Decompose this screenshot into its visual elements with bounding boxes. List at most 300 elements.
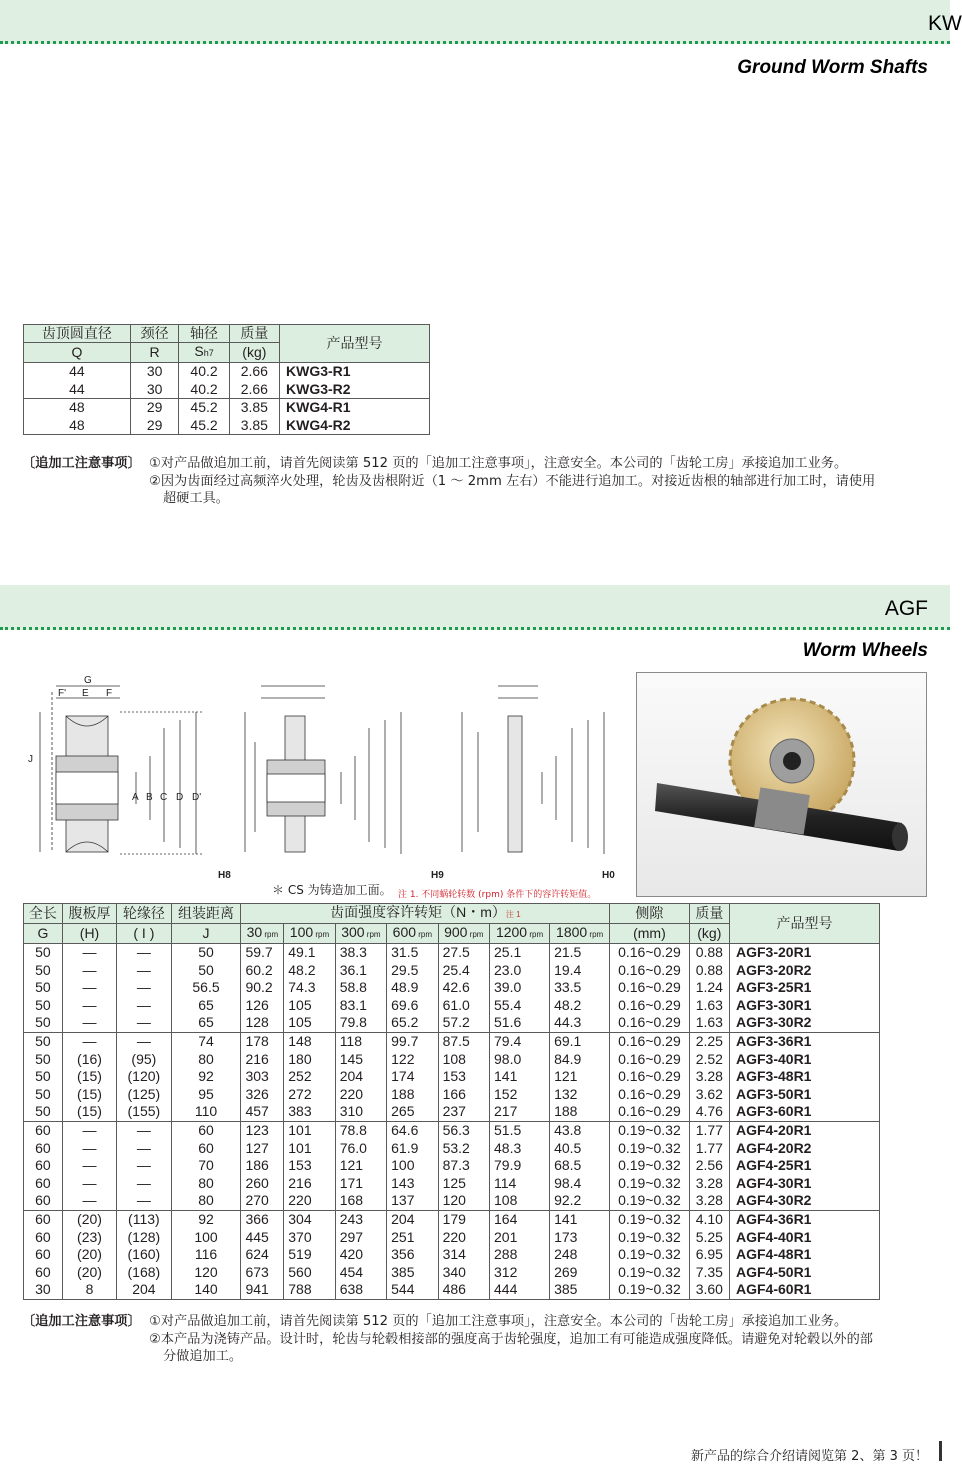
model-cell: AGF3-30R1 — [730, 997, 880, 1015]
value-cell: 3.85 — [229, 399, 279, 417]
value-cell: 0.19~0.32 — [610, 1140, 690, 1158]
value-cell: 44 — [24, 381, 131, 399]
table-row — [24, 363, 430, 381]
value-cell: 19.4 — [550, 962, 610, 980]
value-cell: 248 — [550, 1246, 610, 1264]
value-cell: 38.3 — [335, 944, 386, 962]
value-cell: 544 — [387, 1281, 438, 1299]
value-cell: 340 — [438, 1264, 489, 1282]
value-cell: 48.9 — [387, 979, 438, 997]
value-cell: 204 — [335, 1068, 386, 1086]
value-cell: 0.16~0.29 — [610, 962, 690, 980]
value-cell: 120 — [438, 1192, 489, 1210]
value-cell: 673 — [241, 1264, 284, 1282]
col-j-sym: J — [171, 924, 241, 944]
value-cell: 143 — [387, 1175, 438, 1193]
rpm-footnote: 注 1. 不同蜗轮转数 (rpm) 条件下的容许转矩值。 — [398, 890, 597, 900]
value-cell: 30 — [24, 1281, 63, 1299]
value-cell: 310 — [335, 1103, 386, 1121]
value-cell: 0.19~0.32 — [610, 1264, 690, 1282]
value-cell: 445 — [241, 1229, 284, 1247]
value-cell: 123 — [241, 1121, 284, 1139]
value-cell: (113) — [117, 1210, 171, 1228]
value-cell: 65.2 — [387, 1014, 438, 1032]
value-cell: 23.0 — [490, 962, 550, 980]
value-cell: 74 — [171, 1032, 241, 1050]
value-cell: 90.2 — [241, 979, 284, 997]
value-cell: 454 — [335, 1264, 386, 1282]
section-title-worm-wheels: Worm Wheels — [802, 640, 928, 661]
value-cell: (125) — [117, 1086, 171, 1104]
note-title: 〔追加工注意事项〕 — [22, 456, 141, 471]
value-cell: 127 — [241, 1140, 284, 1158]
col-s-sym: Sh7 — [179, 343, 229, 363]
value-cell: 2.66 — [229, 363, 279, 381]
table-row — [24, 1192, 880, 1210]
value-cell: 0.19~0.32 — [610, 1246, 690, 1264]
value-cell: 1.77 — [689, 1140, 729, 1158]
value-cell: — — [62, 962, 116, 980]
value-cell: — — [62, 1192, 116, 1210]
value-cell: 70 — [171, 1157, 241, 1175]
value-cell: 40.2 — [179, 363, 229, 381]
value-cell: — — [117, 997, 171, 1015]
value-cell: 25.4 — [438, 962, 489, 980]
section-title-worm-shafts: Ground Worm Shafts — [737, 57, 928, 78]
value-cell: 6.95 — [689, 1246, 729, 1264]
model-cell: AGF3-36R1 — [730, 1032, 880, 1050]
agf-table-body — [24, 944, 880, 1300]
value-cell: 8 — [62, 1281, 116, 1299]
value-cell: 48.2 — [284, 962, 335, 980]
note-title: 〔追加工注意事项〕 — [22, 1314, 141, 1329]
value-cell: 3.62 — [689, 1086, 729, 1104]
value-cell: 25.1 — [490, 944, 550, 962]
value-cell: 48 — [24, 399, 131, 417]
value-cell: 95 — [171, 1086, 241, 1104]
col-i-sym: ( I ) — [117, 924, 171, 944]
dim-label-b: B — [146, 792, 153, 803]
value-cell: (15) — [62, 1068, 116, 1086]
value-cell: 0.88 — [689, 944, 729, 962]
value-cell: 45.2 — [179, 417, 229, 435]
value-cell: 171 — [335, 1175, 386, 1193]
value-cell: 60.2 — [241, 962, 284, 980]
value-cell: 100 — [387, 1157, 438, 1175]
value-cell: — — [117, 1032, 171, 1050]
value-cell: 87.3 — [438, 1157, 489, 1175]
value-cell: — — [117, 1175, 171, 1193]
model-cell: AGF3-20R1 — [730, 944, 880, 962]
value-cell: 44.3 — [550, 1014, 610, 1032]
value-cell: 60 — [24, 1192, 63, 1210]
value-cell: 83.1 — [335, 997, 386, 1015]
value-cell: 60 — [24, 1121, 63, 1139]
value-cell: 174 — [387, 1068, 438, 1086]
value-cell: — — [117, 1014, 171, 1032]
value-cell: 27.5 — [438, 944, 489, 962]
value-cell: (20) — [62, 1264, 116, 1282]
value-cell: 50 — [24, 1014, 63, 1032]
value-cell: 0.16~0.29 — [610, 1032, 690, 1050]
value-cell: 220 — [284, 1192, 335, 1210]
value-cell: 48.2 — [550, 997, 610, 1015]
model-cell: AGF3-50R1 — [730, 1086, 880, 1104]
worm-wheel-diagrams — [20, 672, 630, 894]
value-cell: 2.25 — [689, 1032, 729, 1050]
value-cell: 220 — [335, 1086, 386, 1104]
value-cell: — — [62, 1014, 116, 1032]
rpm-header: 900 rpm — [438, 924, 489, 944]
value-cell: 188 — [550, 1103, 610, 1121]
value-cell: 326 — [241, 1086, 284, 1104]
table-row — [24, 944, 880, 962]
value-cell: 220 — [438, 1229, 489, 1247]
col-g-cn: 全长 — [24, 904, 63, 924]
table-row — [24, 1051, 880, 1069]
value-cell: — — [117, 962, 171, 980]
table-row — [24, 1229, 880, 1247]
col-mass-cn: 质量 — [689, 904, 729, 924]
value-cell: 132 — [550, 1086, 610, 1104]
value-cell: 29 — [130, 399, 179, 417]
value-cell: 121 — [550, 1068, 610, 1086]
value-cell: 101 — [284, 1140, 335, 1158]
value-cell: 383 — [284, 1103, 335, 1121]
value-cell: 58.8 — [335, 979, 386, 997]
value-cell: 178 — [241, 1032, 284, 1050]
value-cell: 45.2 — [179, 399, 229, 417]
value-cell: 128 — [241, 1014, 284, 1032]
value-cell: 265 — [387, 1103, 438, 1121]
value-cell: 0.16~0.29 — [610, 1068, 690, 1086]
value-cell: 51.5 — [490, 1121, 550, 1139]
model-cell: AGF3-60R1 — [730, 1103, 880, 1121]
diagram-label-h8: H8 — [218, 870, 231, 881]
value-cell: 118 — [335, 1032, 386, 1050]
value-cell: 486 — [438, 1281, 489, 1299]
value-cell: 7.35 — [689, 1264, 729, 1282]
value-cell: 1.24 — [689, 979, 729, 997]
value-cell: 126 — [241, 997, 284, 1015]
value-cell: 141 — [550, 1210, 610, 1228]
value-cell: 80 — [171, 1175, 241, 1193]
value-cell: 61.0 — [438, 997, 489, 1015]
col-backlash-cn: 侧隙 — [610, 904, 690, 924]
value-cell: (15) — [62, 1103, 116, 1121]
value-cell: 0.16~0.29 — [610, 1014, 690, 1032]
col-h-cn: 腹板厚 — [62, 904, 116, 924]
value-cell: 39.0 — [490, 979, 550, 997]
table-row — [24, 1140, 880, 1158]
table-row — [24, 381, 430, 399]
value-cell: 217 — [490, 1103, 550, 1121]
value-cell: 272 — [284, 1086, 335, 1104]
value-cell: 50 — [24, 944, 63, 962]
value-cell: 201 — [490, 1229, 550, 1247]
model-cell: AGF3-48R1 — [730, 1068, 880, 1086]
col-i-cn: 轮缘径 — [117, 904, 171, 924]
value-cell: 57.2 — [438, 1014, 489, 1032]
value-cell: 87.5 — [438, 1032, 489, 1050]
value-cell: 50 — [24, 1086, 63, 1104]
model-cell: AGF4-60R1 — [730, 1281, 880, 1299]
value-cell: 50 — [24, 997, 63, 1015]
rpm-header: 1200 rpm — [490, 924, 550, 944]
col-q-sym: Q — [24, 343, 131, 363]
page-footer: 新产品的综合介绍请阅览第 2、第 3 页！ — [691, 1449, 928, 1464]
value-cell: 2.66 — [229, 381, 279, 399]
value-cell: 2.56 — [689, 1157, 729, 1175]
value-cell: 0.19~0.32 — [610, 1229, 690, 1247]
value-cell: 4.76 — [689, 1103, 729, 1121]
dim-label-c: C — [160, 792, 168, 803]
value-cell: 53.2 — [438, 1140, 489, 1158]
value-cell: — — [62, 1157, 116, 1175]
value-cell: 84.9 — [550, 1051, 610, 1069]
model-cell: AGF3-30R2 — [730, 1014, 880, 1032]
col-r-cn: 颈径 — [130, 325, 179, 343]
value-cell: — — [62, 1140, 116, 1158]
value-cell: 36.1 — [335, 962, 386, 980]
col-s-cn: 轴径 — [179, 325, 229, 343]
model-cell: KWG3-R1 — [280, 363, 430, 381]
value-cell: 56.5 — [171, 979, 241, 997]
value-cell: 0.19~0.32 — [610, 1121, 690, 1139]
value-cell: — — [117, 944, 171, 962]
value-cell: 3.85 — [229, 417, 279, 435]
value-cell: (16) — [62, 1051, 116, 1069]
model-cell: AGF3-20R2 — [730, 962, 880, 980]
model-cell: AGF4-36R1 — [730, 1210, 880, 1228]
value-cell: 624 — [241, 1246, 284, 1264]
col-mass-unit: (kg) — [689, 924, 729, 944]
value-cell: (128) — [117, 1229, 171, 1247]
value-cell: 55.4 — [490, 997, 550, 1015]
kwg-machining-note — [22, 455, 932, 508]
value-cell: 251 — [387, 1229, 438, 1247]
cs-footnote: ＊ CS 为铸造加工面。 — [272, 883, 392, 897]
rpm-header: 600 rpm — [387, 924, 438, 944]
value-cell: 204 — [387, 1210, 438, 1228]
value-cell: 51.6 — [490, 1014, 550, 1032]
table-row — [24, 997, 880, 1015]
value-cell: — — [62, 997, 116, 1015]
col-mass-sym: (kg) — [229, 343, 279, 363]
value-cell: — — [62, 1032, 116, 1050]
col-j-cn: 组装距离 — [171, 904, 241, 924]
value-cell: 61.9 — [387, 1140, 438, 1158]
value-cell: 60 — [171, 1121, 241, 1139]
value-cell: 60 — [24, 1264, 63, 1282]
col-g-sym: G — [24, 924, 63, 944]
value-cell: 638 — [335, 1281, 386, 1299]
value-cell: 42.6 — [438, 979, 489, 997]
value-cell: 50 — [24, 979, 63, 997]
value-cell: 204 — [117, 1281, 171, 1299]
value-cell: 79.8 — [335, 1014, 386, 1032]
value-cell: 50 — [24, 1032, 63, 1050]
value-cell: 237 — [438, 1103, 489, 1121]
model-cell: AGF4-20R1 — [730, 1121, 880, 1139]
table-row — [24, 1157, 880, 1175]
value-cell: 0.16~0.29 — [610, 944, 690, 962]
value-cell: 121 — [335, 1157, 386, 1175]
model-cell: AGF4-30R2 — [730, 1192, 880, 1210]
kwg-table-body — [24, 363, 430, 435]
value-cell: 105 — [284, 1014, 335, 1032]
value-cell: 137 — [387, 1192, 438, 1210]
value-cell: 100 — [171, 1229, 241, 1247]
col-model-cn: 产品型号 — [280, 325, 430, 363]
value-cell: 60 — [24, 1210, 63, 1228]
value-cell: 116 — [171, 1246, 241, 1264]
kwg-spec-table — [23, 324, 430, 435]
value-cell: 297 — [335, 1229, 386, 1247]
col-torque-cn: 齿面强度容许转矩（N・m）注 1 — [241, 904, 610, 924]
value-cell: 252 — [284, 1068, 335, 1086]
value-cell: 0.16~0.29 — [610, 1051, 690, 1069]
value-cell: 140 — [171, 1281, 241, 1299]
value-cell: 4.10 — [689, 1210, 729, 1228]
value-cell: 60 — [24, 1140, 63, 1158]
diagram-label-h0: H0 — [602, 870, 615, 881]
value-cell: 312 — [490, 1264, 550, 1282]
value-cell: 288 — [490, 1246, 550, 1264]
value-cell: 108 — [490, 1192, 550, 1210]
rpm-header: 300 rpm — [335, 924, 386, 944]
col-q-cn: 齿顶圆直径 — [24, 325, 131, 343]
value-cell: 0.88 — [689, 962, 729, 980]
value-cell: 44 — [24, 363, 131, 381]
col-r-sym: R — [130, 343, 179, 363]
table-row — [24, 1281, 880, 1299]
value-cell: 385 — [387, 1264, 438, 1282]
value-cell: — — [117, 1121, 171, 1139]
value-cell: 125 — [438, 1175, 489, 1193]
value-cell: 30 — [130, 381, 179, 399]
value-cell: (15) — [62, 1086, 116, 1104]
value-cell: 269 — [550, 1264, 610, 1282]
value-cell: 270 — [241, 1192, 284, 1210]
value-cell: (20) — [62, 1246, 116, 1264]
dim-label-f: F — [106, 688, 113, 699]
value-cell: 356 — [387, 1246, 438, 1264]
agf-spec-table — [23, 903, 880, 1300]
value-cell: 216 — [241, 1051, 284, 1069]
rpm-header: 100 rpm — [284, 924, 335, 944]
top-header-band — [0, 0, 962, 44]
diagram-h9 — [245, 686, 401, 854]
value-cell: 78.8 — [335, 1121, 386, 1139]
value-cell: 30 — [130, 363, 179, 381]
value-cell: 56.3 — [438, 1121, 489, 1139]
table-row — [24, 1103, 880, 1121]
value-cell: 98.4 — [550, 1175, 610, 1193]
model-cell: KWG3-R2 — [280, 381, 430, 399]
value-cell: 50 — [24, 962, 63, 980]
value-cell: 243 — [335, 1210, 386, 1228]
value-cell: 43.8 — [550, 1121, 610, 1139]
note-line-2: ②本产品为浇铸产品。设计时，轮齿与轮毂相接部的强度高于齿轮强度，追加工有可能造成强度降低。请避免对轮毂以外的部 — [149, 1331, 873, 1347]
value-cell: 98.0 — [490, 1051, 550, 1069]
value-cell: 79.4 — [490, 1032, 550, 1050]
value-cell: 145 — [335, 1051, 386, 1069]
value-cell: 50 — [24, 1051, 63, 1069]
rpm-header: 30 rpm — [241, 924, 284, 944]
value-cell: 69.6 — [387, 997, 438, 1015]
value-cell: 60 — [24, 1175, 63, 1193]
value-cell: 65 — [171, 997, 241, 1015]
value-cell: (120) — [117, 1068, 171, 1086]
note-line-1: ①对产品做追加工前，请首先阅读第 512 页的「追加工注意事项」，注意安全。本公司的「齿轮工房」承接追加工业务。 — [149, 456, 848, 471]
dim-label-e: E — [82, 688, 89, 699]
value-cell: 74.3 — [284, 979, 335, 997]
model-cell: KWG4-R1 — [280, 399, 430, 417]
value-cell: 0.16~0.29 — [610, 997, 690, 1015]
value-cell: 2.52 — [689, 1051, 729, 1069]
model-cell: AGF4-50R1 — [730, 1264, 880, 1282]
value-cell: 21.5 — [550, 944, 610, 962]
note-line-2: ②因为齿面经过高频淬火处理，轮齿及齿根附近（1 ～ 2mm 左右）不能进行追加工。对接近齿根的轴部进行加工时，请使用 — [149, 473, 876, 489]
value-cell: 180 — [284, 1051, 335, 1069]
value-cell: 3.28 — [689, 1192, 729, 1210]
value-cell: 164 — [490, 1210, 550, 1228]
value-cell: 29.5 — [387, 962, 438, 980]
value-cell: 3.60 — [689, 1281, 729, 1299]
value-cell: 31.5 — [387, 944, 438, 962]
col-mass-cn: 质量 — [229, 325, 279, 343]
value-cell: 105 — [284, 997, 335, 1015]
value-cell: 122 — [387, 1051, 438, 1069]
table-row — [24, 417, 430, 435]
value-cell: 366 — [241, 1210, 284, 1228]
value-cell: 141 — [490, 1068, 550, 1086]
value-cell: 457 — [241, 1103, 284, 1121]
value-cell: 3.28 — [689, 1175, 729, 1193]
value-cell: 0.16~0.29 — [610, 1086, 690, 1104]
value-cell: 941 — [241, 1281, 284, 1299]
table-row — [24, 1014, 880, 1032]
value-cell: 101 — [284, 1121, 335, 1139]
value-cell: 80 — [171, 1192, 241, 1210]
value-cell: 0.19~0.32 — [610, 1281, 690, 1299]
value-cell: 166 — [438, 1086, 489, 1104]
value-cell: 110 — [171, 1103, 241, 1121]
value-cell: 168 — [335, 1192, 386, 1210]
value-cell: 60 — [24, 1229, 63, 1247]
value-cell: 79.9 — [490, 1157, 550, 1175]
note-line-3: 超硬工具。 — [163, 491, 229, 506]
value-cell: 0.19~0.32 — [610, 1210, 690, 1228]
value-cell: 50 — [24, 1068, 63, 1086]
value-cell: 303 — [241, 1068, 284, 1086]
value-cell: 50 — [171, 962, 241, 980]
value-cell: 519 — [284, 1246, 335, 1264]
value-cell: (155) — [117, 1103, 171, 1121]
value-cell: 186 — [241, 1157, 284, 1175]
table-row — [24, 1068, 880, 1086]
model-cell: AGF4-20R2 — [730, 1140, 880, 1158]
note-line-3: 分做追加工。 — [163, 1349, 243, 1364]
value-cell: 65 — [171, 1014, 241, 1032]
value-cell: 60 — [171, 1140, 241, 1158]
table-row — [24, 1175, 880, 1193]
worm-gear-photo-illustration — [637, 673, 926, 896]
model-cell: AGF4-48R1 — [730, 1246, 880, 1264]
note-line-1: ①对产品做追加工前，请首先阅读第 512 页的「追加工注意事项」，注意安全。本公司的「齿轮工房」承接追加工业务。 — [149, 1314, 848, 1329]
value-cell: 92.2 — [550, 1192, 610, 1210]
